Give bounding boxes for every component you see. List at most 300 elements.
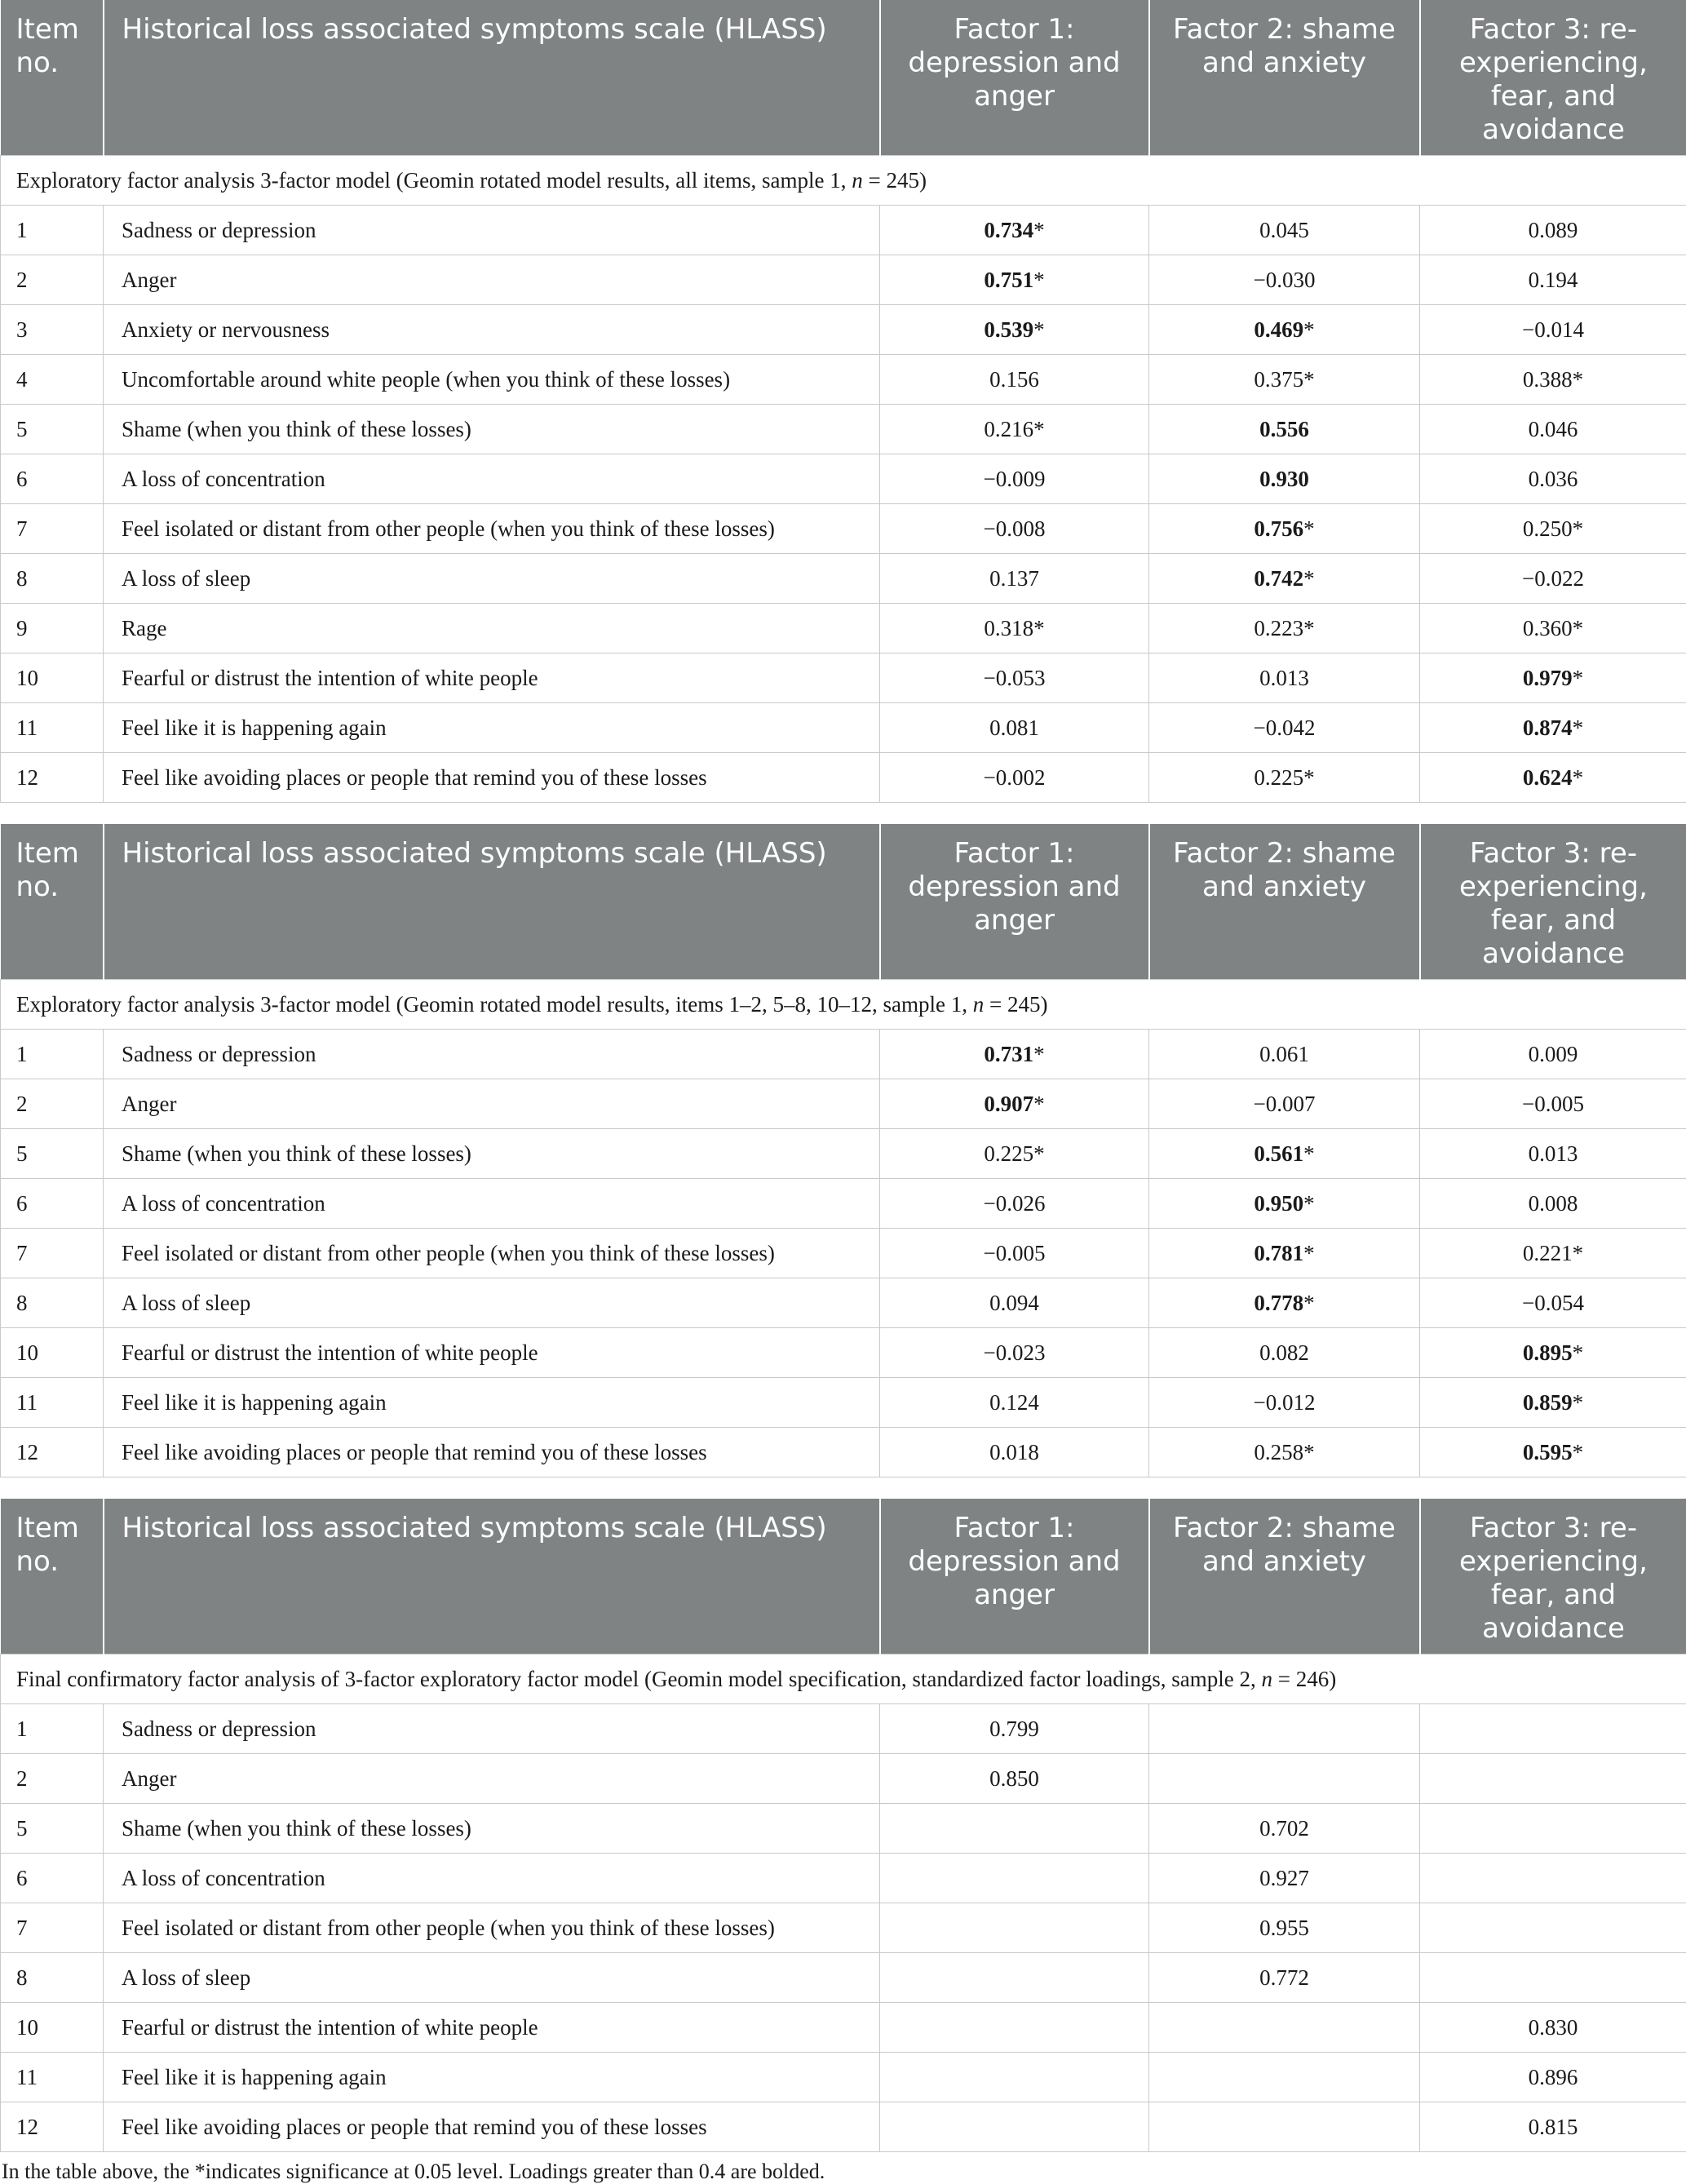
- loading-value: 0.895: [1523, 1340, 1573, 1365]
- loading-value: 0.081: [989, 715, 1039, 740]
- factor-2-loading-cell: [1149, 604, 1420, 653]
- item-number: 1: [1, 1030, 104, 1079]
- table-footnote: In the table above, the *indicates significance at 0.05 level. Loadings greater than 0.4 are bolded.: [0, 2152, 1686, 2184]
- factor-2-loading-cell: [1149, 206, 1420, 255]
- factor-2-loading-cell: [1149, 1804, 1420, 1854]
- section-caption-text: Exploratory factor analysis 3-factor model (Geomin rotated model results, all items, sample 1,: [16, 168, 852, 193]
- loading-value: 0.731: [984, 1042, 1033, 1066]
- factor-2-loading-cell: [1149, 1030, 1420, 1079]
- significance-marker: *: [1033, 417, 1045, 441]
- factor-3-loading-cell: [1420, 653, 1686, 703]
- item-description: Anger: [104, 1754, 880, 1804]
- loading-value: −0.005: [1522, 1092, 1584, 1116]
- factor-3-loading-cell: [1420, 2053, 1686, 2102]
- item-number: 8: [1, 1278, 104, 1328]
- hlass-table-1: [0, 0, 1686, 803]
- item-number: 2: [1, 1754, 104, 1804]
- item-description: Shame (when you think of these losses): [104, 405, 880, 454]
- factor-1-loading-cell: [880, 405, 1149, 454]
- loading-value: −0.053: [984, 666, 1046, 690]
- loading-value: 0.907: [984, 1092, 1033, 1116]
- factor-2-loading-cell: [1149, 753, 1420, 803]
- factor-2-loading-cell: [1149, 2003, 1420, 2053]
- factor-2-loading-cell: [1149, 255, 1420, 305]
- factor-3-loading-cell: [1420, 355, 1686, 405]
- factor-2-loading-cell: [1149, 1953, 1420, 2003]
- factor-3-loading-cell: [1420, 504, 1686, 554]
- section-caption: [1, 980, 1686, 1030]
- table-row: [1, 1953, 1686, 2003]
- loading-value: −0.005: [984, 1241, 1046, 1265]
- factor-3-loading-cell: [1420, 1854, 1686, 1903]
- item-number: 6: [1, 1854, 104, 1903]
- item-number: 3: [1, 305, 104, 355]
- significance-marker: *: [1573, 367, 1584, 392]
- significance-marker: *: [1303, 1191, 1315, 1216]
- section-row: [1, 980, 1686, 1030]
- item-description: Fearful or distrust the intention of white people: [104, 2003, 880, 2053]
- significance-marker: *: [1033, 1141, 1045, 1166]
- item-number: 8: [1, 554, 104, 604]
- loading-value: −0.012: [1254, 1390, 1316, 1415]
- header-scale-name: Historical loss associated symptoms scale (HLASS): [104, 0, 880, 156]
- loading-value: 0.250: [1523, 516, 1573, 541]
- table-row: [1, 504, 1686, 554]
- factor-1-loading-cell: [880, 653, 1149, 703]
- loading-value: 0.595: [1523, 1440, 1573, 1464]
- significance-marker: *: [1573, 1340, 1584, 1365]
- item-number: 7: [1, 504, 104, 554]
- factor-1-loading-cell: [880, 1030, 1149, 1079]
- loading-value: −0.023: [984, 1340, 1046, 1365]
- item-description: A loss of sleep: [104, 1278, 880, 1328]
- factor-1-loading-cell: [880, 1079, 1149, 1129]
- table-row: [1, 1903, 1686, 1953]
- header-factor-2: Factor 2: shame and anxiety: [1149, 824, 1420, 980]
- significance-marker: *: [1573, 516, 1584, 541]
- factor-3-loading-cell: [1420, 1278, 1686, 1328]
- table-row: [1, 1704, 1686, 1754]
- significance-marker: *: [1303, 765, 1315, 790]
- significance-marker: *: [1573, 1241, 1584, 1265]
- section-caption-n-value: = 245): [984, 992, 1047, 1017]
- table-row: [1, 305, 1686, 355]
- loading-value: 0.221: [1523, 1241, 1573, 1265]
- factor-3-loading-cell: [1420, 1179, 1686, 1229]
- loading-value: −0.007: [1254, 1092, 1316, 1116]
- factor-3-loading-cell: [1420, 454, 1686, 504]
- item-description: A loss of concentration: [104, 1179, 880, 1229]
- factor-1-loading-cell: [880, 1328, 1149, 1378]
- loading-value: 0.772: [1259, 1965, 1309, 1990]
- section-caption: [1, 156, 1686, 206]
- loading-value: −0.014: [1522, 317, 1584, 342]
- header-item-no: Item no.: [1, 824, 104, 980]
- table-row: [1, 753, 1686, 803]
- loading-value: 0.859: [1523, 1390, 1573, 1415]
- header-factor-3: Factor 3: re-experiencing, fear, and avoidance: [1420, 1499, 1686, 1655]
- header-item-no: Item no.: [1, 1499, 104, 1655]
- table-row: [1, 1754, 1686, 1804]
- significance-marker: *: [1303, 1241, 1315, 1265]
- item-description: Feel isolated or distant from other people (when you think of these losses): [104, 1229, 880, 1278]
- factor-1-loading-cell: [880, 1704, 1149, 1754]
- table-row: [1, 454, 1686, 504]
- factor-1-loading-cell: [880, 1378, 1149, 1428]
- loading-value: −0.042: [1254, 715, 1316, 740]
- loading-value: 0.930: [1259, 467, 1309, 491]
- header-row: [1, 0, 1686, 156]
- significance-marker: *: [1303, 317, 1315, 342]
- factor-2-loading-cell: [1149, 1903, 1420, 1953]
- loading-value: −0.009: [984, 467, 1046, 491]
- header-row: [1, 1499, 1686, 1655]
- loading-value: 0.036: [1529, 467, 1578, 491]
- header-factor-3: Factor 3: re-experiencing, fear, and avoidance: [1420, 0, 1686, 156]
- item-number: 6: [1, 454, 104, 504]
- table-row: [1, 1278, 1686, 1328]
- factor-3-loading-cell: [1420, 1953, 1686, 2003]
- factor-2-loading-cell: [1149, 405, 1420, 454]
- item-description: Uncomfortable around white people (when you think of these losses): [104, 355, 880, 405]
- loading-value: 0.874: [1523, 715, 1573, 740]
- factor-1-loading-cell: [880, 753, 1149, 803]
- item-description: Anxiety or nervousness: [104, 305, 880, 355]
- loading-value: −0.030: [1254, 268, 1316, 292]
- table-row: [1, 1179, 1686, 1229]
- loading-value: 0.756: [1254, 516, 1303, 541]
- factor-1-loading-cell: [880, 305, 1149, 355]
- factor-2-loading-cell: [1149, 1129, 1420, 1179]
- header-factor-3: Factor 3: re-experiencing, fear, and avoidance: [1420, 824, 1686, 980]
- factor-1-loading-cell: [880, 2053, 1149, 2102]
- factor-3-loading-cell: [1420, 554, 1686, 604]
- factor-2-loading-cell: [1149, 1079, 1420, 1129]
- loading-value: 0.089: [1529, 218, 1578, 242]
- header-factor-2: Factor 2: shame and anxiety: [1149, 1499, 1420, 1655]
- table-gap: [0, 1477, 1686, 1499]
- table-row: [1, 1129, 1686, 1179]
- significance-marker: *: [1033, 1042, 1045, 1066]
- factor-3-loading-cell: [1420, 604, 1686, 653]
- item-description: Sadness or depression: [104, 1704, 880, 1754]
- factor-3-loading-cell: [1420, 1903, 1686, 1953]
- item-description: A loss of concentration: [104, 454, 880, 504]
- factor-3-loading-cell: [1420, 1428, 1686, 1477]
- factor-1-loading-cell: [880, 703, 1149, 753]
- factor-3-loading-cell: [1420, 405, 1686, 454]
- loading-value: 0.223: [1254, 616, 1303, 640]
- table-row: [1, 2053, 1686, 2102]
- significance-marker: *: [1033, 1092, 1045, 1116]
- factor-1-loading-cell: [880, 1754, 1149, 1804]
- item-description: Sadness or depression: [104, 1030, 880, 1079]
- significance-marker: *: [1303, 616, 1315, 640]
- item-description: Anger: [104, 1079, 880, 1129]
- section-row: [1, 1655, 1686, 1704]
- loading-value: 0.360: [1523, 616, 1573, 640]
- factor-3-loading-cell: [1420, 1129, 1686, 1179]
- significance-marker: *: [1573, 1390, 1584, 1415]
- item-number: 11: [1, 1378, 104, 1428]
- factor-1-loading-cell: [880, 1179, 1149, 1229]
- loading-value: −0.002: [984, 765, 1046, 790]
- significance-marker: *: [1303, 566, 1315, 591]
- significance-marker: *: [1033, 317, 1045, 342]
- significance-marker: *: [1033, 616, 1045, 640]
- table-row: [1, 703, 1686, 753]
- item-number: 5: [1, 1804, 104, 1854]
- item-number: 11: [1, 2053, 104, 2102]
- loading-value: 0.318: [984, 616, 1033, 640]
- table-row: [1, 2003, 1686, 2053]
- loading-value: −0.054: [1522, 1291, 1584, 1315]
- section-caption-n-value: = 245): [863, 168, 927, 193]
- significance-marker: *: [1303, 1291, 1315, 1315]
- item-description: Feel isolated or distant from other people (when you think of these losses): [104, 504, 880, 554]
- factor-1-loading-cell: [880, 1903, 1149, 1953]
- item-description: Feel like avoiding places or people that remind you of these losses: [104, 1428, 880, 1477]
- significance-marker: *: [1303, 1440, 1315, 1464]
- loading-value: 0.815: [1529, 2115, 1578, 2139]
- loading-value: 0.830: [1529, 2015, 1578, 2040]
- table-row: [1, 1229, 1686, 1278]
- loading-value: 0.013: [1529, 1141, 1578, 1166]
- loading-value: 0.781: [1254, 1241, 1303, 1265]
- factor-3-loading-cell: [1420, 753, 1686, 803]
- loading-value: 0.734: [984, 218, 1033, 242]
- item-description: A loss of sleep: [104, 1953, 880, 2003]
- item-number: 10: [1, 2003, 104, 2053]
- table-row: [1, 2102, 1686, 2152]
- factor-3-loading-cell: [1420, 1704, 1686, 1754]
- header-scale-name: Historical loss associated symptoms scale (HLASS): [104, 824, 880, 980]
- table-row: [1, 1804, 1686, 1854]
- table-row: [1, 554, 1686, 604]
- factor-3-loading-cell: [1420, 2102, 1686, 2152]
- significance-marker: *: [1573, 715, 1584, 740]
- loading-value: 0.046: [1529, 417, 1578, 441]
- header-factor-2: Factor 2: shame and anxiety: [1149, 0, 1420, 156]
- factor-1-loading-cell: [880, 604, 1149, 653]
- loading-value: 0.778: [1254, 1291, 1303, 1315]
- item-description: A loss of concentration: [104, 1854, 880, 1903]
- item-number: 1: [1, 206, 104, 255]
- factor-1-loading-cell: [880, 1953, 1149, 2003]
- section-caption: [1, 1655, 1686, 1704]
- factor-1-loading-cell: [880, 1229, 1149, 1278]
- loading-value: 0.082: [1259, 1340, 1309, 1365]
- item-number: 2: [1, 1079, 104, 1129]
- loading-value: −0.008: [984, 516, 1046, 541]
- loading-value: −0.022: [1522, 566, 1584, 591]
- factor-2-loading-cell: [1149, 653, 1420, 703]
- loading-value: 0.013: [1259, 666, 1309, 690]
- loading-value: 0.388: [1523, 367, 1573, 392]
- factor-2-loading-cell: [1149, 454, 1420, 504]
- item-number: 7: [1, 1903, 104, 1953]
- factor-3-loading-cell: [1420, 1030, 1686, 1079]
- factor-2-loading-cell: [1149, 1428, 1420, 1477]
- factor-2-loading-cell: [1149, 1754, 1420, 1804]
- loading-value: 0.561: [1254, 1141, 1303, 1166]
- section-caption-text: Exploratory factor analysis 3-factor model (Geomin rotated model results, items 1–2, 5–8, 10–12, sample 1,: [16, 992, 973, 1017]
- factor-2-loading-cell: [1149, 1328, 1420, 1378]
- factor-2-loading-cell: [1149, 1229, 1420, 1278]
- loading-value: 0.927: [1259, 1866, 1309, 1890]
- significance-marker: *: [1033, 268, 1045, 292]
- item-number: 8: [1, 1953, 104, 2003]
- loading-value: 0.008: [1529, 1191, 1578, 1216]
- factor-2-loading-cell: [1149, 1179, 1420, 1229]
- item-description: Fearful or distrust the intention of white people: [104, 653, 880, 703]
- table-row: [1, 405, 1686, 454]
- loading-value: 0.225: [984, 1141, 1033, 1166]
- table-row: [1, 604, 1686, 653]
- header-scale-name: Historical loss associated symptoms scale (HLASS): [104, 1499, 880, 1655]
- item-description: Feel like it is happening again: [104, 2053, 880, 2102]
- loading-value: 0.624: [1523, 765, 1573, 790]
- factor-3-loading-cell: [1420, 1229, 1686, 1278]
- loading-value: 0.137: [989, 566, 1039, 591]
- loading-value: 0.061: [1259, 1042, 1309, 1066]
- factor-1-loading-cell: [880, 355, 1149, 405]
- table-row: [1, 1328, 1686, 1378]
- loading-value: 0.156: [989, 367, 1039, 392]
- factor-3-loading-cell: [1420, 1079, 1686, 1129]
- loading-value: 0.375: [1254, 367, 1303, 392]
- factor-3-loading-cell: [1420, 1754, 1686, 1804]
- section-caption-n-value: = 246): [1272, 1667, 1336, 1691]
- factor-2-loading-cell: [1149, 554, 1420, 604]
- factor-2-loading-cell: [1149, 305, 1420, 355]
- header-item-no: Item no.: [1, 0, 104, 156]
- factor-2-loading-cell: [1149, 1704, 1420, 1754]
- section-caption-n: n: [852, 168, 863, 193]
- table-row: [1, 1030, 1686, 1079]
- factor-1-loading-cell: [880, 255, 1149, 305]
- factor-1-loading-cell: [880, 1428, 1149, 1477]
- loading-value: 0.194: [1529, 268, 1578, 292]
- section-row: [1, 156, 1686, 206]
- item-number: 5: [1, 405, 104, 454]
- table-row: [1, 355, 1686, 405]
- item-description: Rage: [104, 604, 880, 653]
- header-factor-1: Factor 1: depression and anger: [880, 1499, 1149, 1655]
- loading-value: 0.556: [1259, 417, 1309, 441]
- significance-marker: *: [1303, 1141, 1315, 1166]
- item-description: Feel like it is happening again: [104, 703, 880, 753]
- item-number: 10: [1, 653, 104, 703]
- header-factor-1: Factor 1: depression and anger: [880, 0, 1149, 156]
- item-description: Anger: [104, 255, 880, 305]
- item-number: 10: [1, 1328, 104, 1378]
- loading-value: 0.124: [989, 1390, 1039, 1415]
- loading-value: 0.896: [1529, 2065, 1578, 2089]
- factor-1-loading-cell: [880, 1854, 1149, 1903]
- loading-value: 0.950: [1254, 1191, 1303, 1216]
- loading-value: 0.216: [984, 417, 1033, 441]
- loading-value: 0.539: [984, 317, 1033, 342]
- item-description: Shame (when you think of these losses): [104, 1129, 880, 1179]
- factor-1-loading-cell: [880, 2003, 1149, 2053]
- loading-value: 0.009: [1529, 1042, 1578, 1066]
- loading-value: 0.225: [1254, 765, 1303, 790]
- header-row: [1, 824, 1686, 980]
- significance-marker: *: [1573, 765, 1584, 790]
- item-number: 5: [1, 1129, 104, 1179]
- significance-marker: *: [1033, 218, 1045, 242]
- factor-1-loading-cell: [880, 504, 1149, 554]
- item-number: 9: [1, 604, 104, 653]
- item-description: Fearful or distrust the intention of white people: [104, 1328, 880, 1378]
- loading-value: 0.094: [989, 1291, 1039, 1315]
- item-number: 12: [1, 1428, 104, 1477]
- loading-value: 0.018: [989, 1440, 1039, 1464]
- factor-3-loading-cell: [1420, 305, 1686, 355]
- table-row: [1, 1854, 1686, 1903]
- table-row: [1, 1378, 1686, 1428]
- loading-value: 0.850: [989, 1766, 1039, 1791]
- loading-value: 0.979: [1523, 666, 1573, 690]
- table-row: [1, 255, 1686, 305]
- factor-2-loading-cell: [1149, 1854, 1420, 1903]
- table-gap: [0, 803, 1686, 824]
- header-factor-1: Factor 1: depression and anger: [880, 824, 1149, 980]
- section-caption-text: Final confirmatory factor analysis of 3-factor exploratory factor model (Geomin model specification, standardized factor loadings, sample 2,: [16, 1667, 1261, 1691]
- item-number: 11: [1, 703, 104, 753]
- factor-2-loading-cell: [1149, 2053, 1420, 2102]
- factor-2-loading-cell: [1149, 355, 1420, 405]
- factor-2-loading-cell: [1149, 504, 1420, 554]
- factor-1-loading-cell: [880, 554, 1149, 604]
- factor-1-loading-cell: [880, 1804, 1149, 1854]
- significance-marker: *: [1573, 616, 1584, 640]
- item-number: 7: [1, 1229, 104, 1278]
- table-row: [1, 206, 1686, 255]
- section-caption-n: n: [973, 992, 985, 1017]
- loading-value: 0.751: [984, 268, 1033, 292]
- item-number: 12: [1, 2102, 104, 2152]
- loading-value: 0.799: [989, 1717, 1039, 1741]
- item-description: Feel like avoiding places or people that remind you of these losses: [104, 753, 880, 803]
- significance-marker: *: [1573, 666, 1584, 690]
- loading-value: 0.702: [1259, 1816, 1309, 1841]
- item-description: Feel like avoiding places or people that remind you of these losses: [104, 2102, 880, 2152]
- item-number: 6: [1, 1179, 104, 1229]
- table-row: [1, 653, 1686, 703]
- loading-value: 0.469: [1254, 317, 1303, 342]
- item-description: A loss of sleep: [104, 554, 880, 604]
- item-number: 12: [1, 753, 104, 803]
- factor-1-loading-cell: [880, 2102, 1149, 2152]
- significance-marker: *: [1573, 1440, 1584, 1464]
- factor-2-loading-cell: [1149, 1278, 1420, 1328]
- loading-value: 0.955: [1259, 1916, 1309, 1940]
- item-description: Feel like it is happening again: [104, 1378, 880, 1428]
- section-caption-n: n: [1261, 1667, 1272, 1691]
- factor-3-loading-cell: [1420, 1378, 1686, 1428]
- factor-1-loading-cell: [880, 206, 1149, 255]
- loading-value: 0.258: [1254, 1440, 1303, 1464]
- factor-1-loading-cell: [880, 454, 1149, 504]
- factor-3-loading-cell: [1420, 255, 1686, 305]
- factor-3-loading-cell: [1420, 2003, 1686, 2053]
- significance-marker: *: [1303, 367, 1315, 392]
- significance-marker: *: [1303, 516, 1315, 541]
- item-number: 1: [1, 1704, 104, 1754]
- factor-3-loading-cell: [1420, 703, 1686, 753]
